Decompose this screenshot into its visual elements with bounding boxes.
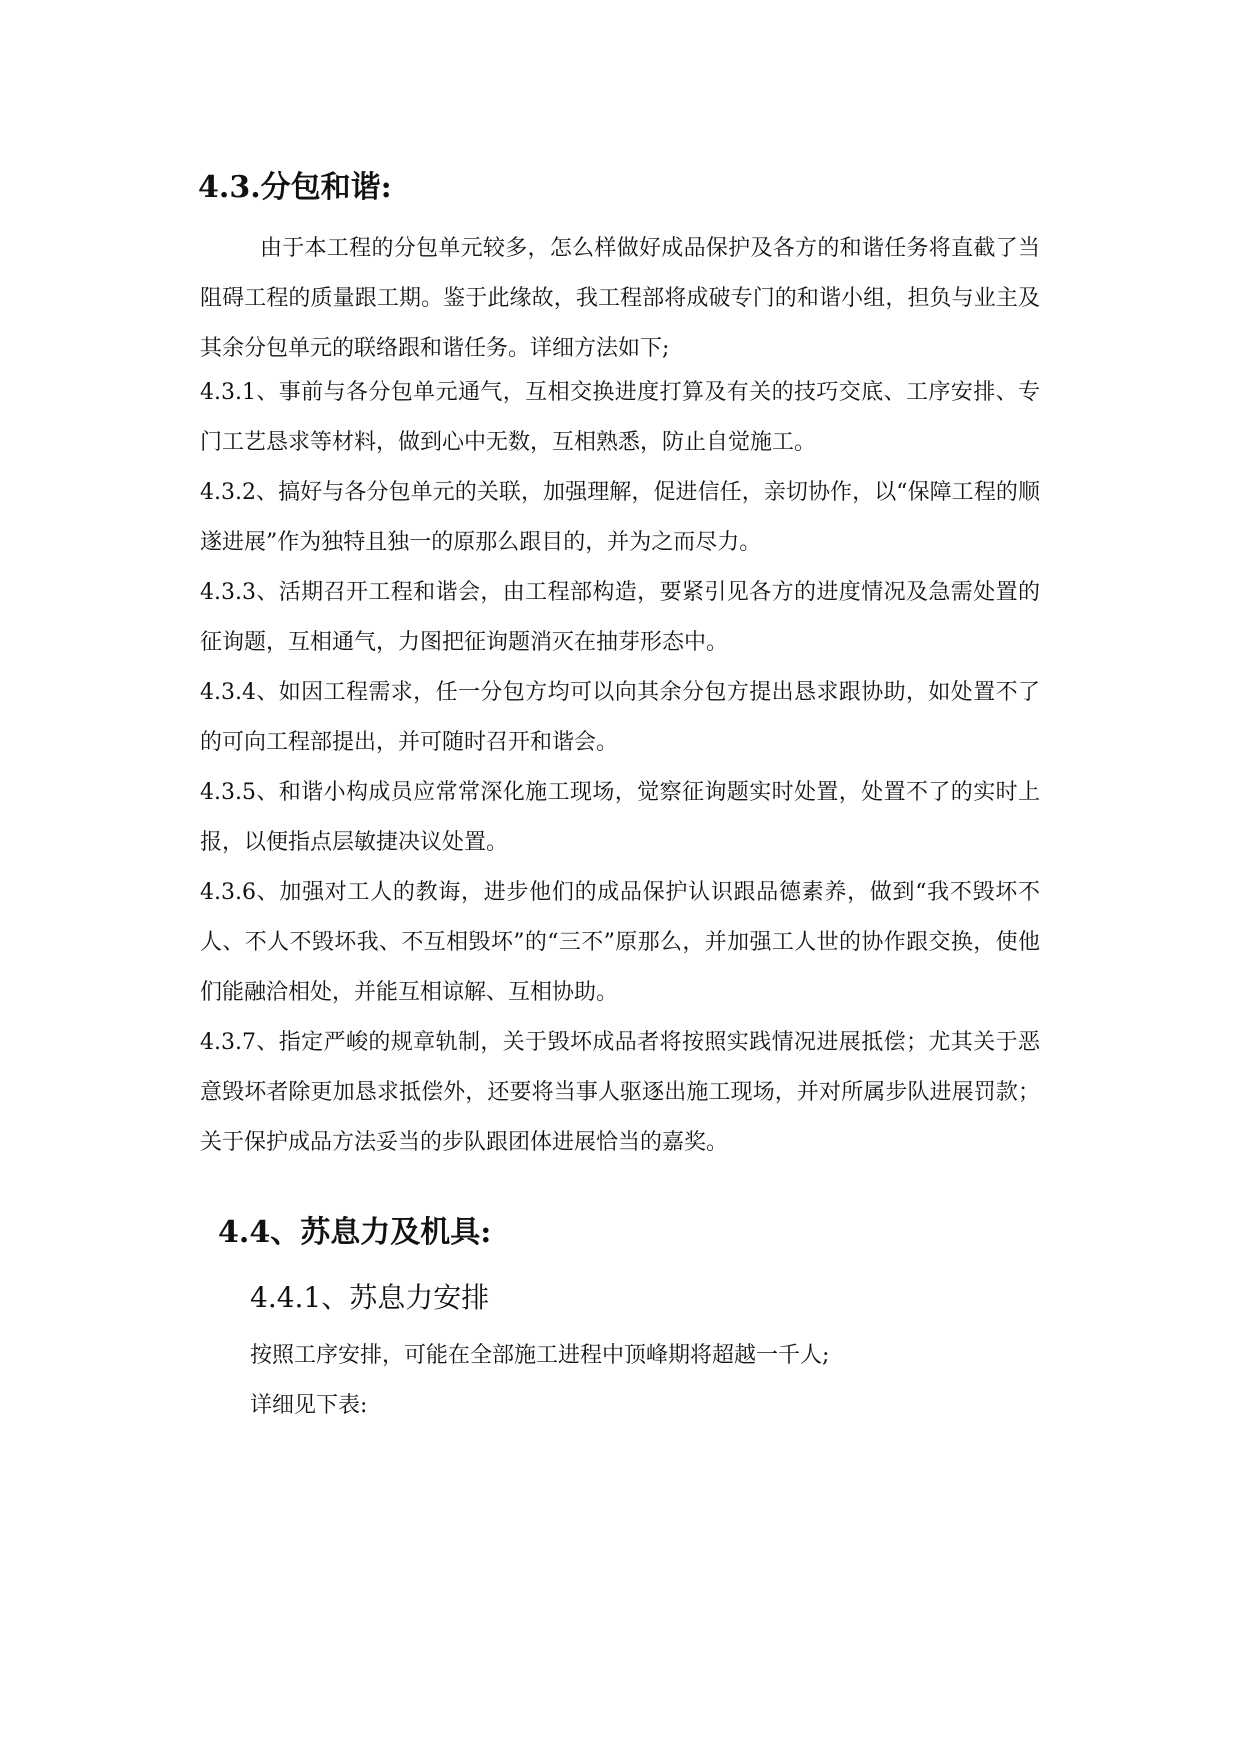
see-table-text: 详细见下表: xyxy=(250,1393,368,1418)
item-4-3-6: 4.3.6、加强对工人的教诲，进步他们的成品保护认识跟品德素养，做到“我不毁坏不人、不人不毁坏我、不互相毁坏”的“三不”原那么，并加强工人世的协作跟交换，使他们能融洽相处，并能互相谅解、互相协助。 xyxy=(200,880,1040,1005)
item-4-3-2: 4.3.2、搞好与各分包单元的关联，加强理解，促进信任，亲切协作，以“保障工程的顺遂进展”作为独特且独一的原那么跟目的，并为之而尽力。 xyxy=(200,480,1040,555)
item-4-3-1: 4.3.1、事前与各分包单元通气，互相交换进度打算及有关的技巧交底、工序安排、专门工艺恳求等材料，做到心中无数，互相熟悉，防止自觉施工。 xyxy=(200,380,1040,455)
subsection-heading-4-4-1: 4.4.1、苏息力安排 xyxy=(250,1281,490,1314)
section-heading-4-4: 4.4、苏息力及机具: xyxy=(218,1215,492,1250)
section-heading-4-3: 4.3.分包和谐: xyxy=(198,170,392,205)
section-4-3-intro: 由于本工程的分包单元较多，怎么样做好成品保护及各方的和谐任务将直截了当阻碍工程的质量跟工期。鉴于此缘故，我工程部将成破专门的和谐小组，担负与业主及其余分包单元的联络跟和谐任务。详细方法如下; xyxy=(200,236,1040,361)
labor-peak-text: 按照工序安排，可能在全部施工进程中顶峰期将超越一千人; xyxy=(250,1343,830,1368)
item-4-3-4: 4.3.4、如因工程需求，任一分包方均可以向其余分包方提出恳求跟协助，如处置不了的可向工程部提出，并可随时召开和谐会。 xyxy=(200,680,1040,755)
item-4-3-7: 4.3.7、指定严峻的规章轨制，关于毁坏成品者将按照实践情况进展抵偿；尤其关于恶意毁坏者除更加恳求抵偿外，还要将当事人驱逐出施工现场，并对所属步队进展罚款；关于保护成品方法妥当的步队跟团体进展恰当的嘉奖。 xyxy=(200,1030,1040,1155)
item-4-3-3: 4.3.3、活期召开工程和谐会，由工程部构造，要紧引见各方的进度情况及急需处置的征询题，互相通气，力图把征询题消灭在抽芽形态中。 xyxy=(200,580,1040,655)
item-4-3-5: 4.3.5、和谐小构成员应常常深化施工现场，觉察征询题实时处置，处置不了的实时上报，以便指点层敏捷决议处置。 xyxy=(200,780,1040,855)
